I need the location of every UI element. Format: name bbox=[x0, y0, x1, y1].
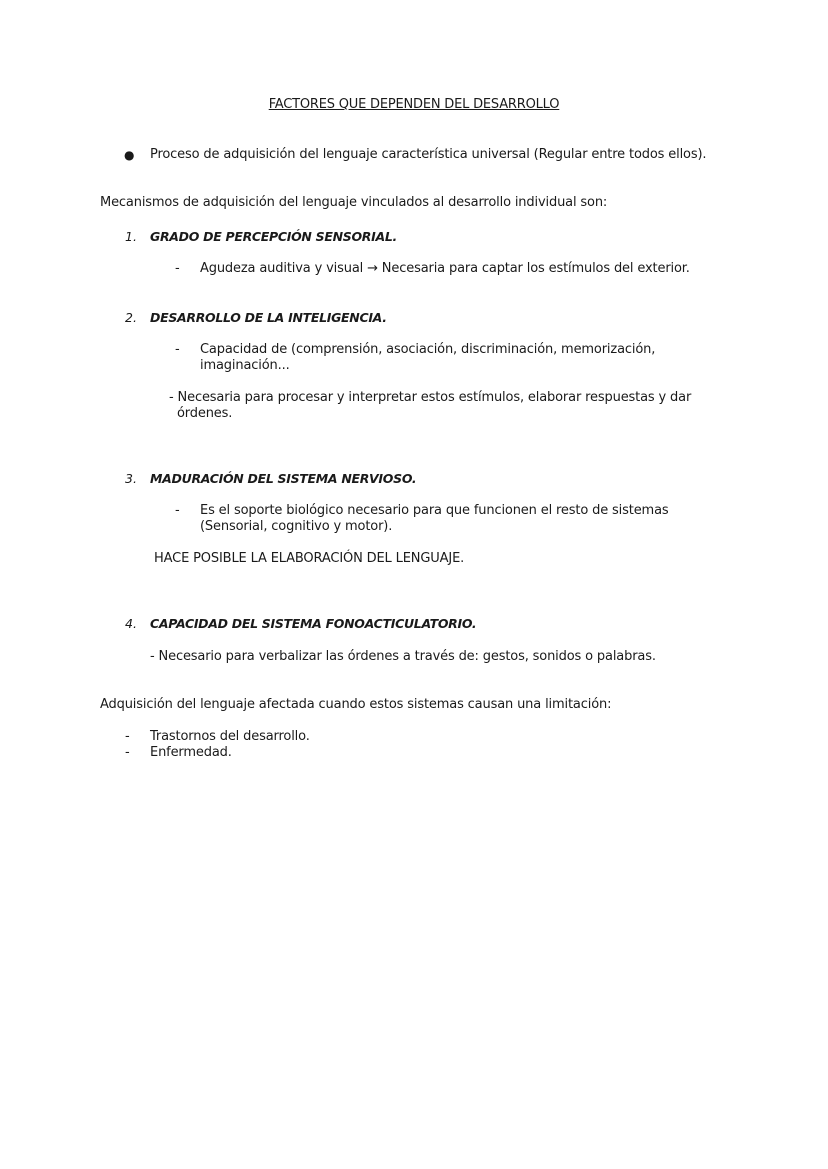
section-2-item-2-line-2: órdenes. bbox=[177, 406, 233, 421]
section-4-heading: CAPACIDAD DEL SISTEMA FONOACTICULATORIO. bbox=[150, 616, 477, 631]
section-2-item-2-line-1: - Necesaria para procesar y interpretar estos estímulos, elaborar respuestas y dar bbox=[169, 390, 692, 405]
section-2-item-1-line-2: imaginación... bbox=[200, 358, 290, 373]
section-1-number: 1. bbox=[125, 229, 137, 244]
section-3-note: HACE POSIBLE LA ELABORACIÓN DEL LENGUAJE. bbox=[154, 551, 465, 566]
section-4-item-1: - Necesario para verbalizar las órdenes a través de: gestos, sonidos o palabras. bbox=[150, 649, 656, 664]
closing-paragraph: Adquisición del lenguaje afectada cuando estos sistemas causan una limitación: bbox=[100, 697, 612, 712]
section-2-heading: DESARROLLO DE LA INTELIGENCIA. bbox=[150, 310, 387, 325]
section-3-heading: MADURACIÓN DEL SISTEMA NERVIOSO. bbox=[150, 471, 417, 486]
list-marker: - bbox=[125, 729, 130, 744]
intro-paragraph: Mecanismos de adquisición del lenguaje vinculados al desarrollo individual son: bbox=[100, 195, 608, 210]
closing-item-1: Trastornos del desarrollo. bbox=[150, 729, 310, 744]
list-marker: - bbox=[175, 342, 180, 357]
bullet-dot-icon: ● bbox=[124, 148, 135, 162]
section-2-number: 2. bbox=[125, 310, 137, 325]
section-4-number: 4. bbox=[125, 616, 137, 631]
section-3-item-1-line-2: (Sensorial, cognitivo y motor). bbox=[200, 519, 393, 534]
list-marker: - bbox=[125, 745, 130, 760]
page-title: FACTORES QUE DEPENDEN DEL DESARROLLO bbox=[268, 97, 560, 112]
section-1-heading: GRADO DE PERCEPCIÓN SENSORIAL. bbox=[150, 229, 397, 244]
list-marker: - bbox=[175, 503, 180, 518]
list-marker: - bbox=[175, 261, 180, 276]
section-2-item-1-line-1: Capacidad de (comprensión, asociación, discriminación, memorización, bbox=[200, 342, 656, 357]
section-1-item-1: Agudeza auditiva y visual → Necesaria para captar los estímulos del exterior. bbox=[200, 261, 690, 276]
section-3-item-1-line-1: Es el soporte biológico necesario para que funcionen el resto de sistemas bbox=[200, 503, 669, 518]
section-3-number: 3. bbox=[125, 471, 137, 486]
closing-item-2: Enfermedad. bbox=[150, 745, 232, 760]
bullet-intro: Proceso de adquisición del lenguaje característica universal (Regular entre todos ellos). bbox=[150, 147, 707, 162]
